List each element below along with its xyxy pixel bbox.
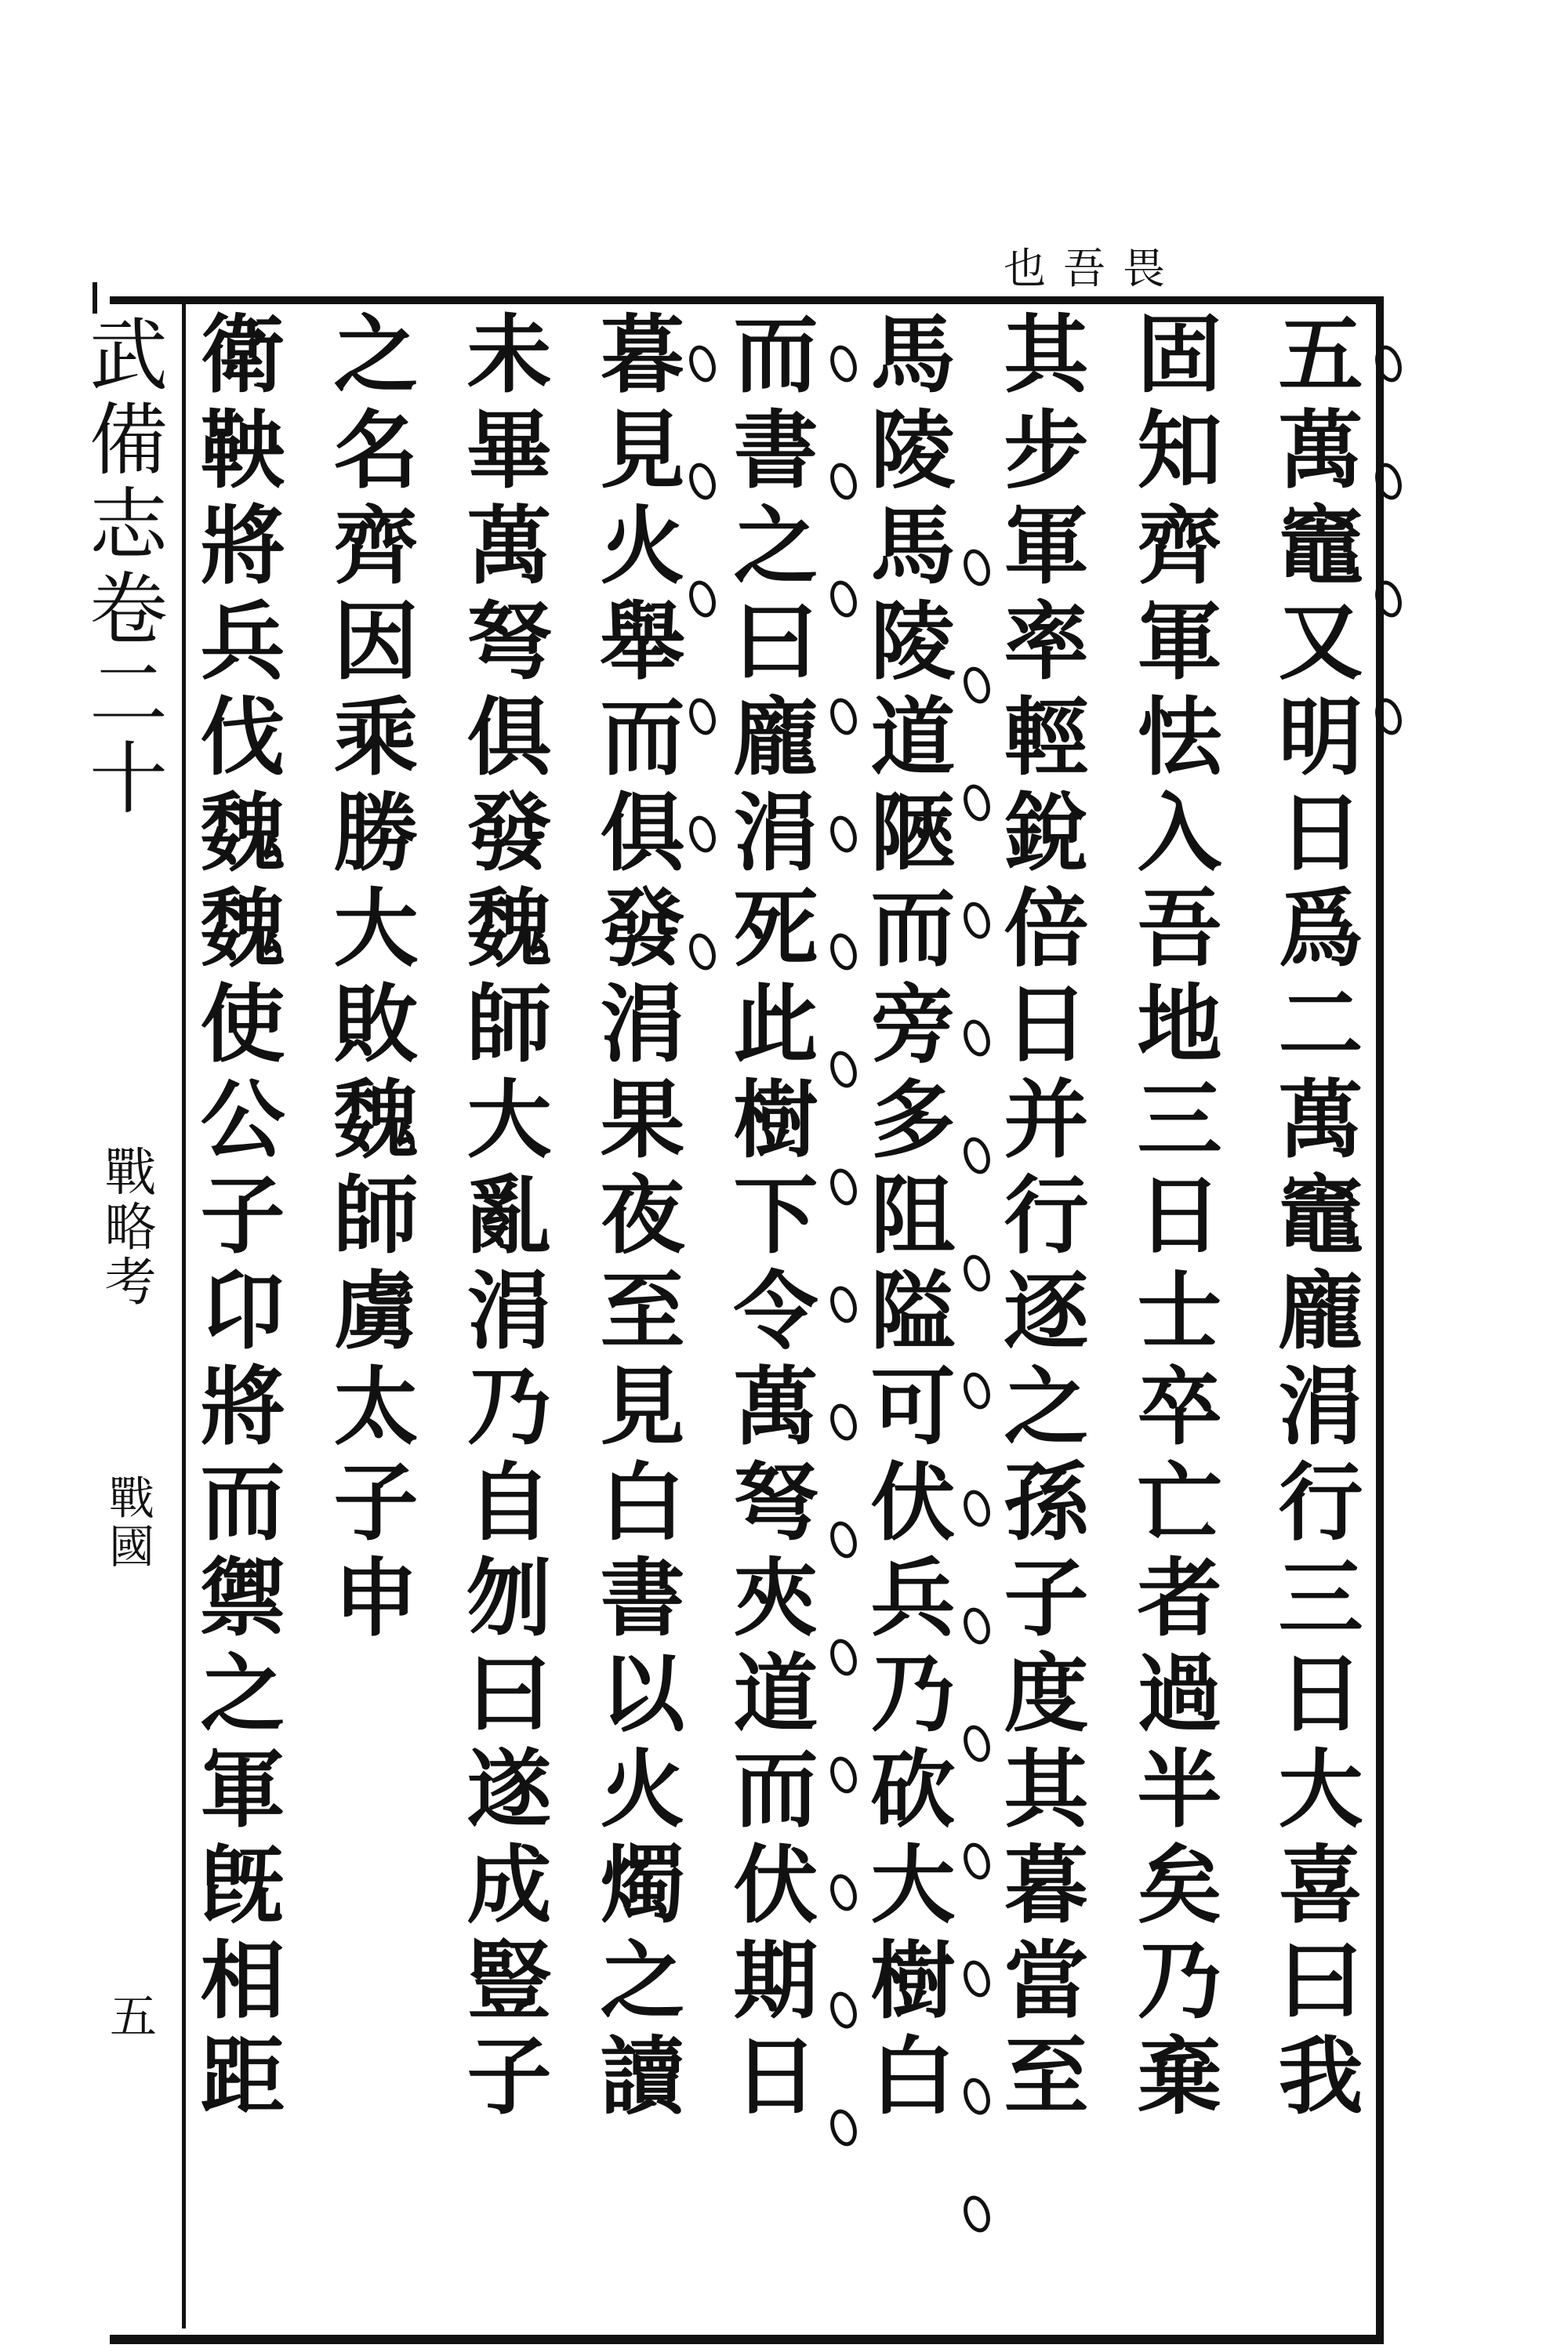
text-column-6: 暮見火舉而俱發涓果夜至見白書以火燭之讀 xyxy=(586,310,684,2127)
section-title: 戰略考 xyxy=(96,1145,156,1309)
margin-column xyxy=(74,314,169,2274)
text-column-4: 馬陵馬陵道陿而旁多阻隘可伏兵乃砍大樹白 xyxy=(856,310,955,2127)
text-column-9: 衛鞅將兵伐魏魏使公子卬將而禦之軍旣相距 xyxy=(186,310,285,2127)
book-title: 武備志卷二十 xyxy=(76,314,168,822)
text-column-5: 而書之曰龐涓死此樹下令萬弩夾道而伏期日 xyxy=(719,310,818,2127)
text-column-2: 固知齊軍怯入吾地三日士卒亡者過半矣乃棄 xyxy=(1123,310,1221,2127)
subsection-title: 戰國 xyxy=(101,1474,154,1571)
page-number: 五 xyxy=(102,1991,157,2038)
text-column-8: 之名齊因乘勝大敗魏師虜太子申 xyxy=(319,310,418,1649)
text-column-7: 未畢萬弩俱發魏師大亂涓乃自刎曰遂成豎子 xyxy=(452,310,551,2127)
text-column-3: 其步軍率輕銳倍日并行逐之孫子度其暮當至 xyxy=(989,310,1088,2127)
running-header: 畏吾也 xyxy=(1004,244,1182,293)
text-column-1: 五萬竈又明日爲二萬竈龐涓行三日大喜曰我 xyxy=(1264,310,1363,2127)
frame-corner-mark xyxy=(93,282,97,314)
